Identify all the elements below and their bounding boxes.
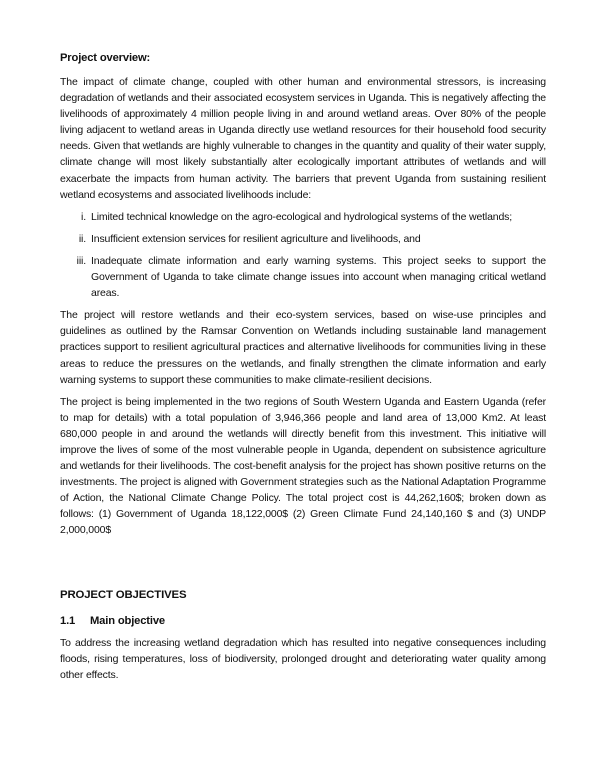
list-item-number: iii. [76,254,86,267]
barriers-list [60,209,546,301]
document-page [60,50,546,683]
section-title: Main objective [90,614,165,627]
list-item [60,253,546,301]
project-objectives-heading: PROJECT OBJECTIVES [60,588,187,601]
list-item-text: Inadequate climate information and early warning systems. This project seeks to support the Government of Uganda to take climate change issues into account when managing critical wetland areas. [91,254,546,300]
overview-paragraph-2: The project will restore wetlands and their eco-system services, based on wise-use principles and guidelines as outlined by the Ramsar Convention on Wetlands including sustainable land management practices support to resilient agricultural practices and alternative livelihoods for communities living in these areas to reduce the pressures on the wetlands, and finally strengthen the climate information and early warning systems to support these communities to make climate-resilient decisions. [60,309,546,386]
list-item-text: Limited technical knowledge on the agro-ecological and hydrological systems of the wetlands; [91,210,513,223]
list-item-text: Insufficient extension services for resilient agriculture and livelihoods, and [91,232,421,245]
main-objective-heading [60,613,546,629]
overview-paragraph-3: The project is being implemented in the two regions of South Western Uganda and Eastern Uganda (refer to map for details) with a total population of 3,946,366 people and land area of 13,000 Km2. At least 680,000 people in and around the wetlands will directly benefit from this investment. This initiative will improve the lives of some of the most vulnerable people in Uganda, dependent on subsistence agriculture and wetlands for their livelihoods. The cost-benefit analysis for the project has shown positive returns on the investments. The project is aligned with Government strategies such as the National Adaptation Programme of Action, the National Climate Change Policy. The total project cost is 44,262,160$; broken down as follows: (1) Government of Uganda 18,122,000$ (2) Green Climate Fund 24,140,160 $ and (3) UNDP 2,000,000$ [60,395,546,537]
list-item-number: ii. [78,232,86,245]
list-item-number: i. [81,210,86,223]
list-item [60,231,546,247]
main-objective-text: To address the increasing wetland degradation which has resulted into negative consequences including floods, rising temperatures, loss of biodiversity, prolonged drought and deteriorating water quality among other effects. [60,636,546,681]
project-overview-heading: Project overview: [60,52,151,64]
overview-paragraph-1: The impact of climate change, coupled with other human and environmental stressors, is increasing degradation of wetlands and their associated ecosystem services in Uganda. This is negatively affecting the livelihoods of approximately 4 million people living in and around wetland areas. Over 80% of the people living adjacent to wetland areas in Uganda directly use wetland resources for their household food security needs. Given that wetlands are highly vulnerable to changes in the quantity and quality of their water supply, climate change will most likely substantially alter ecologically important attributes of wetlands and will exacerbate the impacts from human activity. The barriers that prevent Uganda from sustaining resilient wetland ecosystems and associated livelihoods include: [60,76,546,201]
section-number: 1.1 [60,614,76,627]
list-item [60,209,546,225]
